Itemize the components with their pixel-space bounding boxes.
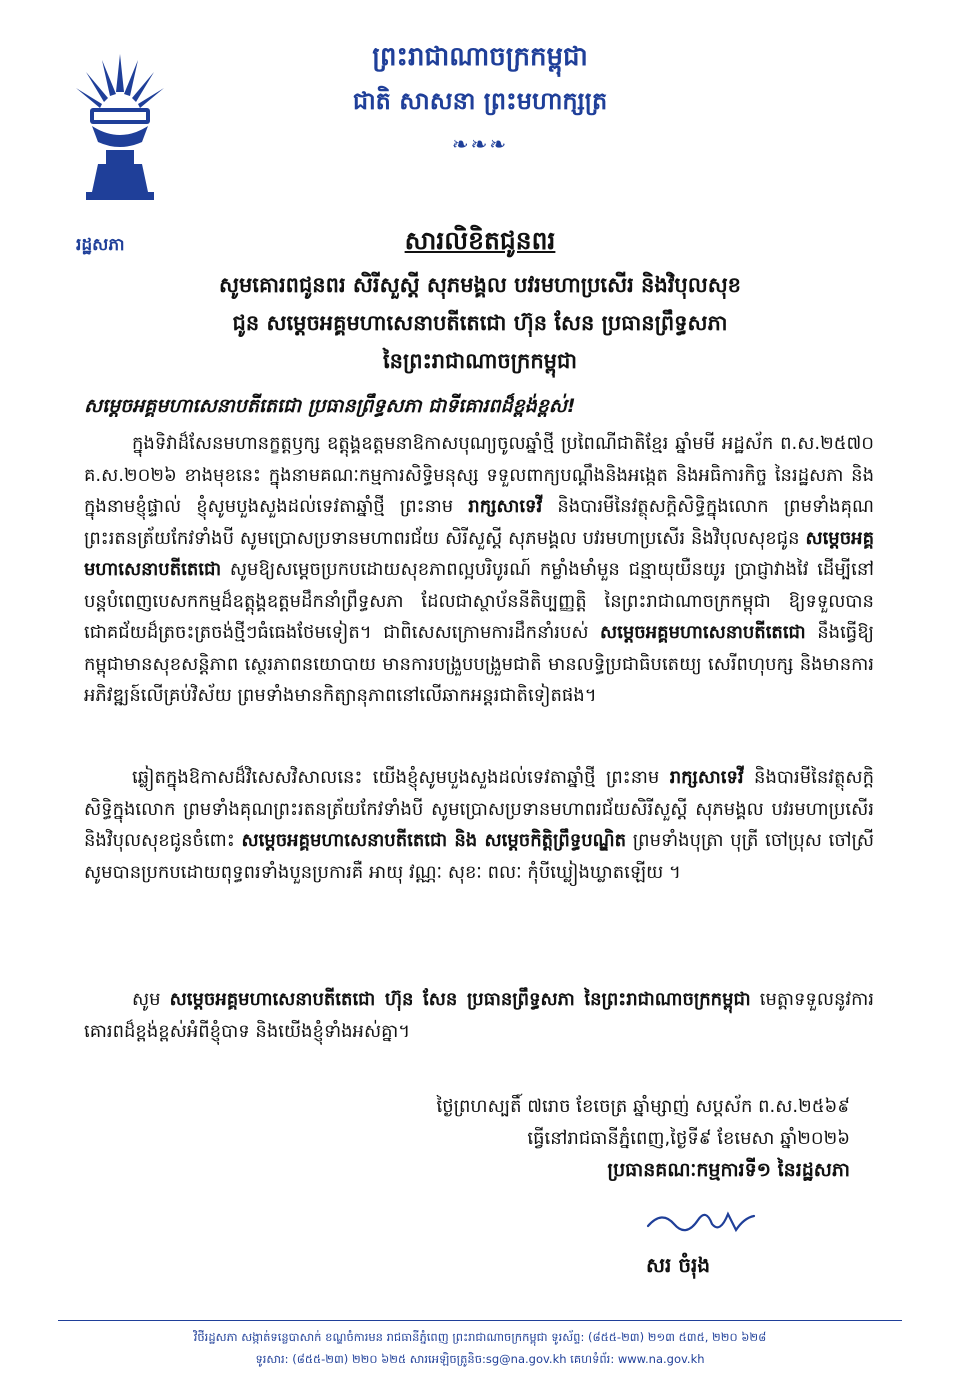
place-and-date: ធ្វើនៅរាជធានីភ្នំពេញ,ថ្ងៃទី៩ ខែមេសា ឆ្នាំ២០២៦ xyxy=(527,1128,850,1149)
p2-deity-name: រាក្សសាទេវី xyxy=(669,767,744,788)
p3-recipient: សម្តេចអគ្គមហាសេនាបតីតេជោ ហ៊ុន សែន ប្រធានព្រឹទ្ធសភា នៃព្រះរាជាណាចក្រកម្ពុជា xyxy=(169,989,751,1010)
letter-title: សារលិខិតជូនពរ xyxy=(404,226,556,255)
letter-subtitle-3: នៃព្រះរាជាណាចក្រកម្ពុជា xyxy=(382,349,577,373)
paragraph-3 xyxy=(84,984,874,1047)
signer-title: ប្រធានគណៈកម្មការទី១ នៃរដ្ឋសភា xyxy=(607,1159,850,1181)
kingdom-heading: ព្រះរាជាណាចក្រកម្ពុជា xyxy=(372,42,588,72)
p1-text-e: សូមឱ្យសម្តេចប្រកបដោយសុខភាពល្អបរិបូរណ៍ កម្លាំងមាំមួន ជន្មាយុយឺនយូរ ប្រាជ្ញាវាងវៃ ដើម្បីនៅបន្តបំពេញបេសកកម្មដ៏ឧត្តុង្គឧត្តមដឹកនាំព្រឹទ្ធសភា ដែលជាស្ថាប័ននីតិប្បញ្ញត្តិ នៃព្រះរាជាណាចក្រកម្ពុជា ឱ្យទទួលបានជោគជ័យដ៏ត្រចះត្រចង់ថ្មីៗធំធេងថែមទៀត។ ជាពិសេសក្រោមការដឹកនាំរបស់ xyxy=(84,559,874,643)
footer-divider xyxy=(58,1320,902,1321)
p1-text-a: ក្នុងទិវាដ៏សែនមហានក្ខត្តឫក្ស ឧត្តុង្គឧត្តមនាឱកាសបុណ្យចូលឆ្នាំថ្មី ប្រពៃណីជាតិខ្មែរ ឆ្នាំមមី អដ្ឋស័ក ព.ស.២៥៧០ គ.ស.២០២៦ ខាងមុខនេះ ក្នុងនាមគណៈកម្មការសិទ្ធិមនុស្ស ទទួលពាក្យបណ្តឹងនិងអង្កេត និងអធិការកិច្ច នៃរដ្ឋសភា និងក្នុងនាមខ្ញុំផ្ទាល់ ខ្ញុំសូមបួងសួងដល់ទេវតាឆ្នាំថ្មី ព្រះនាម xyxy=(84,433,874,517)
salutation: សម្តេចអគ្គមហាសេនាបតីតេជោ ប្រធានព្រឹទ្ធសភា ជាទីគោរពដ៏ខ្ពង់ខ្ពស់! xyxy=(84,395,576,417)
p1-text-g: នឹងធ្វើឱ្យកម្ពុជាមានសុខសន្តិភាព ស្ថេរភាពនយោបាយ មានការបង្រួបបង្រួមជាតិ មានលទ្ធិប្រជាធិបតេយ្យ សេរីពហុបក្ស និងមានការអភិវឌ្ឍន៍លើគ្រប់វិស័យ ព្រមទាំងមានកិត្យានុភាពនៅលើឆាកអន្តរជាតិទៀតផង។ xyxy=(84,622,875,706)
organization-label: រដ្ឋសភា xyxy=(76,235,125,255)
p2-recipients: សម្តេចអគ្គមហាសេនាបតីតេជោ និង សម្តេចកិត្តិព្រឹទ្ធបណ្ឌិត xyxy=(241,830,627,851)
footer-address: វិថីរដ្ឋសភា សង្កាត់ទន្លេបាសាក់ ខណ្ឌចំការមន រាជធានីភ្នំពេញ ព្រះរាជាណាចក្រកម្ពុជា ទូរស័ព្ទ: (៨៥៥-២៣) ២១៣ ៥៣៥, ២២០ ៦២៨ xyxy=(193,1330,767,1344)
national-motto: ជាតិ សាសនា ព្រះមហាក្សត្រ xyxy=(352,87,608,115)
handwritten-signature xyxy=(640,1200,760,1240)
p3-text-c: មេត្តាទទួលនូវការគោរពដ៏ខ្ពង់ខ្ពស់អំពីខ្ញុំបាទ និងយើងខ្ញុំទាំងអស់គ្នា។ xyxy=(84,989,874,1042)
p2-text-a: ឆ្លៀតក្នុងឱកាសដ៏វិសេសវិសាលនេះ យើងខ្ញុំសូមបួងសួងដល់ទេវតាឆ្នាំថ្មី ព្រះនាម xyxy=(132,767,670,788)
ornament-divider: ❧❧❧ xyxy=(451,132,509,156)
paragraph-2 xyxy=(84,762,874,888)
paragraph-1 xyxy=(84,428,874,712)
letter-subtitle-1: សូមគោរពជូនពរ សិរីសួស្តី សុភមង្គល បវរមហាប្រសើរ និងវិបុលសុខ xyxy=(218,273,742,297)
p1-text-c: និងបារមីនៃវត្ថុសក្តិសិទ្ធិក្នុងលោក ព្រមទាំងគុណព្រះរតនត្រ័យកែវទាំងបី សូមប្រោសប្រទានមហាពរជ័យ សិរីសួស្តី សុភមង្គល បវរមហាប្រសើរ និងវិបុលសុខជូន xyxy=(84,496,874,549)
p1-recipient-name: សម្តេចអគ្គមហាសេនាបតីតេជោ xyxy=(84,527,874,580)
letter-subtitle-2: ជូន សម្តេចអគ្គមហាសេនាបតីតេជោ ហ៊ុន សែន ប្រធានព្រឹទ្ធសភា xyxy=(232,311,728,335)
national-assembly-emblem-icon xyxy=(72,52,168,202)
p1-recipient-name-2: សម្តេចអគ្គមហាសេនាបតីតេជោ xyxy=(600,622,806,643)
p3-text-a: សូម xyxy=(132,989,170,1010)
p2-text-e: ព្រមទាំងបុត្រា បុត្រី ចៅប្រុស ចៅស្រី សូមបានប្រកបដោយពុទ្ធពរទាំងបួនប្រការគឺ អាយុ វណ្ណៈ សុខៈ ពលៈ កុំបីឃ្លៀងឃ្លាតឡើយ ។ xyxy=(84,830,874,883)
footer-contact: ទូរសារ: (៨៥៥-២៣) ២២០ ៦២៥ សារអេឡិចត្រូនិច:sg@na.gov.kh គេហទំព័រ: www.na.gov.kh xyxy=(255,1352,705,1366)
signer-name: សរ ចំរុង xyxy=(646,1253,711,1277)
p1-deity-name: រាក្សសាទេវី xyxy=(468,496,543,517)
lunar-date: ថ្ងៃព្រហស្បតិ៍ ៧រោច ខែចេត្រ ឆ្នាំម្សាញ់ សប្តស័ក ព.ស.២៥៦៩ xyxy=(436,1096,850,1117)
p2-text-c: និងបារមីនៃវត្ថុសក្តិសិទ្ធិក្នុងលោក ព្រមទាំងគុណព្រះរតនត្រ័យកែវទាំងបី សូមប្រោសប្រទានមហាពរជ័យសិរីសួស្តី សុភមង្គល បវរមហាប្រសើរ និងវិបុលសុខជូនចំពោះ xyxy=(84,767,874,851)
